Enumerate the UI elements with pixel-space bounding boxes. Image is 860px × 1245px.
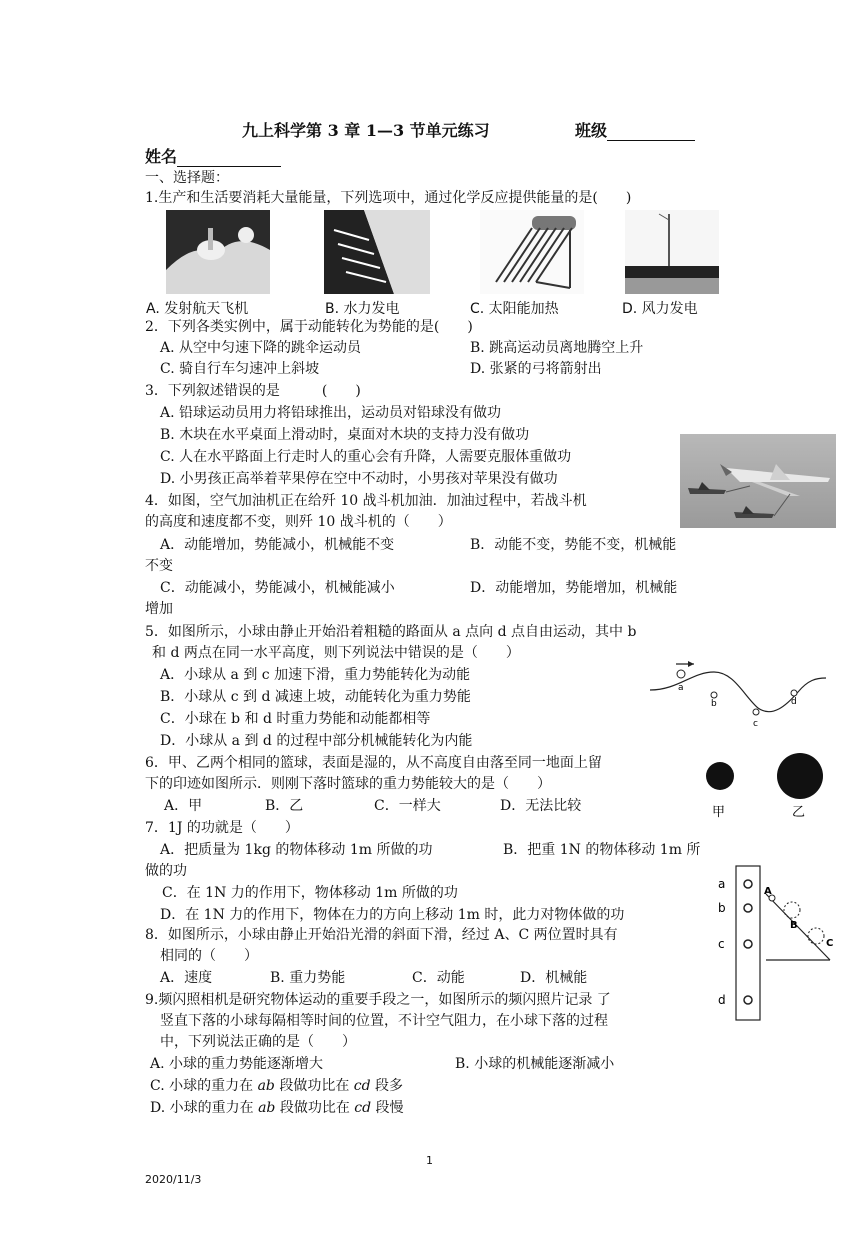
q6-option-a: A．甲	[164, 798, 203, 814]
q5-option-c: C．小球在 b 和 d 时重力势能和动能都相等	[160, 711, 431, 727]
point-label-d: d	[791, 697, 797, 707]
footer-date: 2020/11/3	[145, 1173, 202, 1186]
q1-option-c: C. 太阳能加热	[470, 301, 559, 317]
class-blank	[607, 124, 695, 141]
point-label-b: b	[711, 699, 717, 709]
q5-stem-line1: 5．如图所示，小球由静止开始沿着粗糙的路面从 a 点向 d 点自由运动，其中 b	[145, 624, 637, 640]
incline-slope	[766, 894, 830, 960]
q9-stem-line2: 竖直下落的小球每隔相等时间的位置，不计空气阻力，在小球下落的过程	[160, 1013, 608, 1029]
strobe-label-b: b	[718, 901, 726, 915]
q3-option-c: C. 人在水平路面上行走时人的重心会有升降，人需要克服体重做功	[160, 449, 572, 465]
hydropower-dam-photo	[324, 210, 430, 294]
q9-option-c: C. 小球的重力在 ab 段做功比在 cd 段多	[150, 1078, 404, 1094]
q4-option-b-line1: B．动能不变，势能不变，机械能	[470, 537, 677, 553]
q7-option-c: C．在 1N 力的作用下，物体移动 1m 所做的功	[162, 885, 458, 901]
q4-option-d-line2: 增加	[145, 601, 173, 617]
section-heading: 一、选择题：	[145, 170, 229, 186]
q4-stem-line1: 4．如图，空气加油机正在给歼 10 战斗机加油．加油过程中，若战斗机	[145, 493, 587, 509]
q5-option-b: B．小球从 c 到 d 减速上坡，动能转化为重力势能	[160, 689, 471, 705]
q3-option-d: D. 小男孩正高举着苹果停在空中不动时，小男孩对苹果没有做功	[160, 471, 558, 487]
q8-stem-line1: 8．如图所示，小球由静止开始沿光滑的斜面下滑，经过 A、C 两位置时具有	[145, 927, 618, 943]
mark-label-jia: 甲	[712, 805, 726, 820]
name-field	[145, 144, 281, 167]
q7-option-a: A．把质量为 1kg 的物体移动 1m 所做的功	[160, 842, 433, 858]
name-label: 姓名	[145, 147, 178, 166]
mark-label-yi: 乙	[792, 805, 806, 820]
q4-option-b-line2: 不变	[145, 558, 173, 574]
incline-ball-diagram	[762, 880, 842, 964]
strobe-label-d: d	[718, 993, 726, 1007]
q5-stem-line2: 和 d 两点在同一水平高度，则下列说法中错误的是（ ）	[152, 645, 520, 661]
space-shuttle-launch-photo	[166, 210, 270, 294]
mark-jia	[706, 762, 734, 790]
q2-option-d: D. 张紧的弓将箭射出	[470, 361, 602, 377]
q8-option-c: C．动能	[412, 970, 465, 986]
q3-option-a: A. 铅球运动员用力将铅球推出，运动员对铅球没有做功	[160, 405, 502, 421]
aerial-refueling-photo	[680, 434, 836, 528]
q8-stem-line2: 相同的（ ）	[160, 948, 258, 964]
strobe-label-c: c	[718, 937, 725, 951]
class-label: 班级	[575, 121, 608, 140]
mark-yi	[777, 753, 823, 799]
q3-stem: 3．下列叙述错误的是 ( )	[145, 383, 361, 399]
point-label-a: a	[678, 683, 684, 693]
q4-option-c: C．动能减小，势能减小，机械能减小	[160, 580, 395, 596]
q6-option-d: D．无法比较	[500, 798, 582, 814]
q3-option-b: B. 木块在水平桌面上滑动时，桌面对木块的支持力没有做功	[160, 427, 530, 443]
q9-option-b: B. 小球的机械能逐渐减小	[455, 1056, 615, 1072]
q7-option-d: D．在 1N 力的作用下，物体在力的方向上移动 1m 时，此力对物体做的功	[160, 907, 625, 923]
q8-option-a: A．速度	[160, 970, 213, 986]
q2-option-b: B. 跳高运动员离地腾空上升	[470, 340, 644, 356]
wind-turbine-photo	[625, 210, 719, 294]
q8-option-b: B. 重力势能	[270, 970, 346, 986]
q9-stem-line1: 9.频闪照相机是研究物体运动的重要手段之一，如图所示的频闪照片记录 了	[145, 992, 611, 1008]
q7-option-b-line2: 做的功	[145, 863, 187, 879]
q2-stem: 2．下列各类实例中，属于动能转化为势能的是( )	[145, 319, 473, 335]
q7-option-b-line1: B．把重 1N 的物体移动 1m 所	[503, 842, 701, 858]
class-field	[575, 118, 695, 141]
q4-option-a: A．动能增加，势能减小，机械能不变	[160, 537, 395, 553]
q8-option-d: D．机械能	[520, 970, 588, 986]
incline-label-c: C	[826, 938, 834, 949]
incline-label-b: B	[790, 920, 798, 931]
basketball-marks-diagram	[696, 750, 832, 822]
page-title: 九上科学第 3 章 1—3 节单元练习	[242, 121, 490, 140]
q6-stem-line1: 6．甲、乙两个相同的篮球，表面是湿的，从不高度自由落至同一地面上留	[145, 755, 602, 771]
q2-option-c: C. 骑自行车匀速冲上斜坡	[160, 361, 320, 377]
strobe-label-a: a	[718, 877, 726, 891]
q7-stem: 7．1J 的功就是（ ）	[145, 820, 299, 836]
incline-label-a: A	[764, 886, 772, 897]
q1-option-b: B. 水力发电	[325, 301, 400, 317]
ball	[677, 670, 685, 678]
point-label-c: c	[753, 719, 758, 729]
q5-option-d: D．小球从 a 到 d 的过程中部分机械能转化为内能	[160, 733, 473, 749]
q9-option-a: A. 小球的重力势能逐渐增大	[150, 1056, 324, 1072]
q1-option-d: D. 风力发电	[622, 301, 698, 317]
solar-water-heater-photo	[480, 210, 584, 294]
q1-stem: 1.生产和生活要消耗大量能量，下列选项中，通过化学反应提供能量的是( )	[145, 190, 632, 206]
name-blank	[177, 150, 281, 167]
track-curve	[650, 672, 826, 712]
q2-option-a: A. 从空中匀速下降的跳伞运动员	[160, 340, 362, 356]
q1-option-a: A. 发射航天飞机	[146, 301, 249, 317]
q4-option-d-line1: D．动能增加，势能增加，机械能	[470, 580, 678, 596]
q5-option-a: A．小球从 a 到 c 加速下滑，重力势能转化为动能	[160, 667, 471, 683]
q4-stem-line2: 的高度和速度都不变，则歼 10 战斗机的（ ）	[145, 514, 452, 530]
q6-option-b: B．乙	[265, 798, 304, 814]
q9-option-d: D. 小球的重力在 ab 段做功比在 cd 段慢	[150, 1100, 404, 1116]
strobe-photo-diagram	[712, 864, 764, 1024]
page-number: 1	[426, 1154, 433, 1167]
q6-stem-line2: 下的印迹如图所示．则刚下落时篮球的重力势能较大的是（ ）	[145, 776, 551, 792]
q9-stem-line3: 中，下列说法正确的是（ ）	[160, 1034, 356, 1050]
rolling-ball-track-diagram	[648, 656, 828, 736]
q6-option-c: C．一样大	[374, 798, 441, 814]
